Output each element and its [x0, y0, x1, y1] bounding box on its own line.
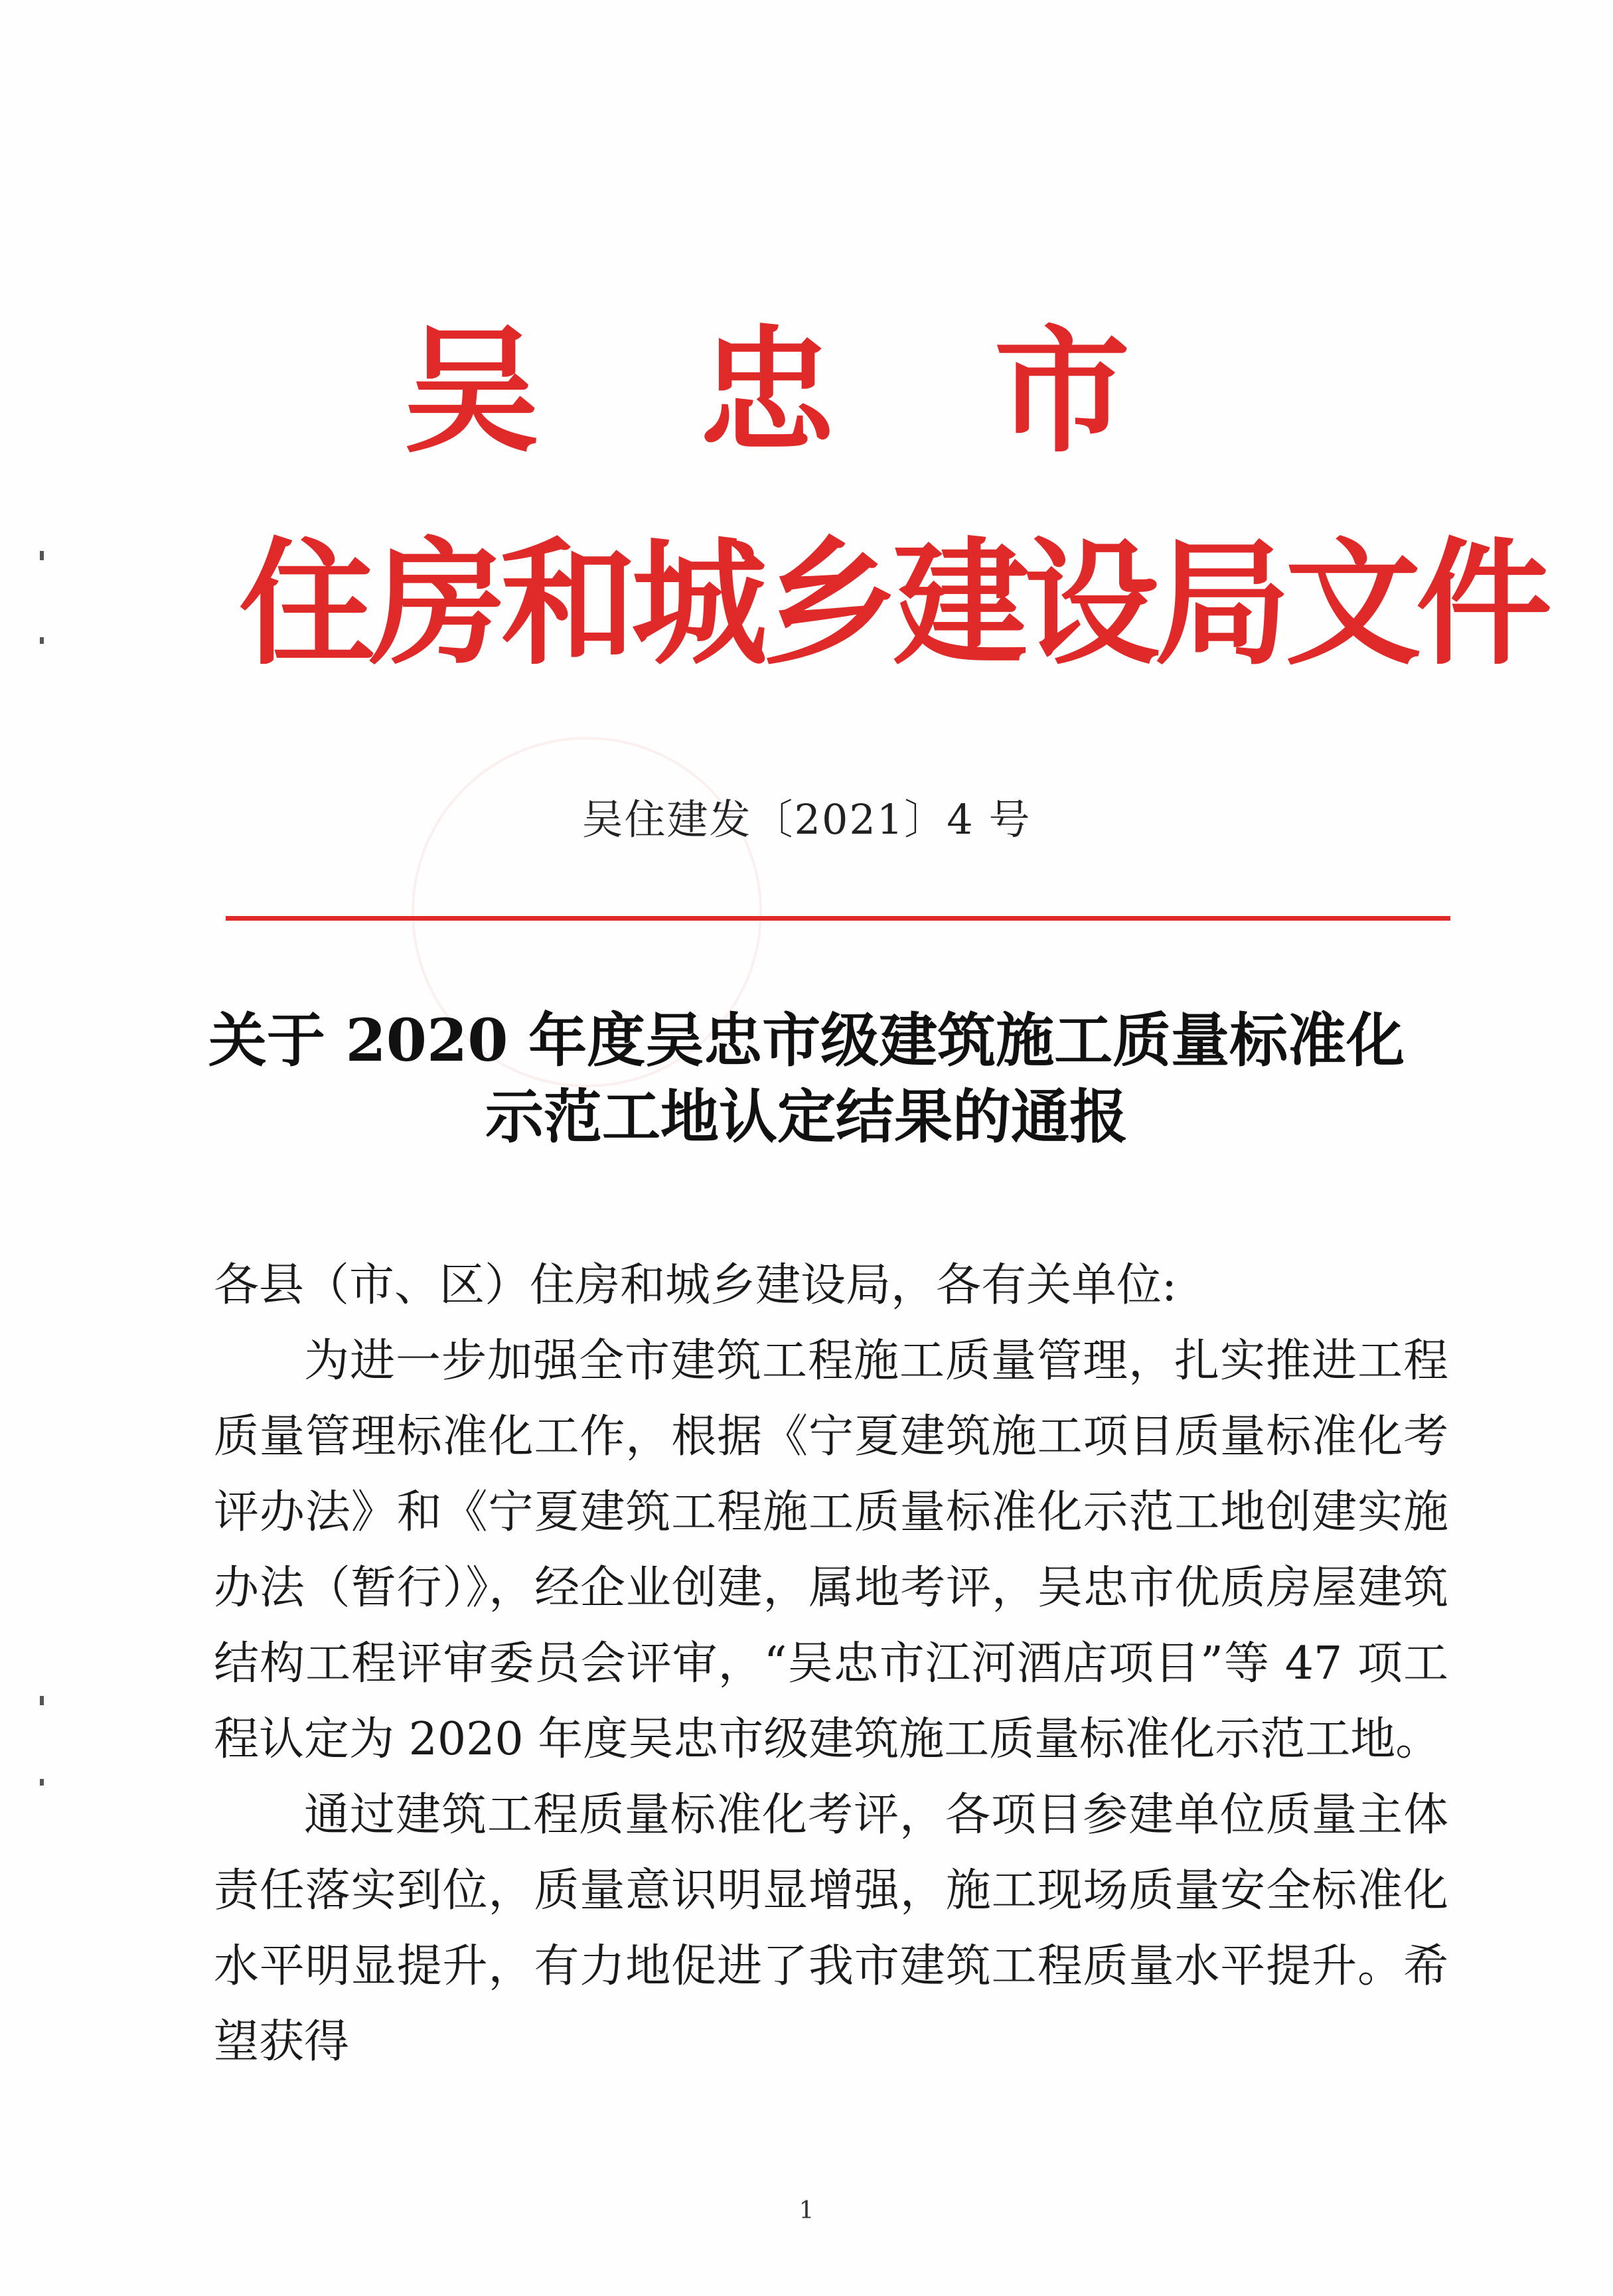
issuer-header-bureau: 住房和城乡建设局文件 [239, 524, 1547, 684]
scan-margin-mark [40, 637, 44, 644]
document-title [199, 1002, 1414, 1155]
page-number: 1 [799, 2197, 814, 2224]
red-separator-line [226, 916, 1450, 921]
salutation: 各县（市、区）住房和城乡建设局，各有关单位: [214, 1259, 1177, 1312]
body-paragraph-2: 通过建筑工程质量标准化考评，各项目参建单位质量主体责任落实到位，质量意识明显增强，施工现场质量安全标准化水平明显提升，有力地促进了我市建筑工程质量水平提升。希望获得 [214, 1789, 1448, 2068]
body-paragraph-1: 为进一步加强全市建筑工程施工质量管理，扎实推进工程质量管理标准化工作，根据《宁夏建筑施工项目质量标准化考评办法》和《宁夏建筑工程施工质量标准化示范工地创建实施办法（暂行）》，经企业创建，属地考评，吴忠市优质房屋建筑结构工程评审委员会评审，“吴忠市江河酒店项目”等 47 项工程认定为 2020 年度吴忠市级建筑施工质量标准化示范工地。 [214, 1335, 1448, 1766]
issuer-header-city: 吴忠市 [403, 312, 1290, 471]
title-line-2: 示范工地认定结果的通报 [485, 1082, 1128, 1151]
scan-margin-mark [40, 1696, 44, 1705]
document-body [214, 1248, 1448, 2080]
title-line-1: 关于 2020 年度吴忠市级建筑施工质量标准化 [208, 1006, 1405, 1075]
scan-margin-mark [40, 1779, 44, 1786]
document-number: 吴住建发〔2021〕4 号 [581, 795, 1032, 844]
scan-margin-mark [40, 551, 44, 560]
